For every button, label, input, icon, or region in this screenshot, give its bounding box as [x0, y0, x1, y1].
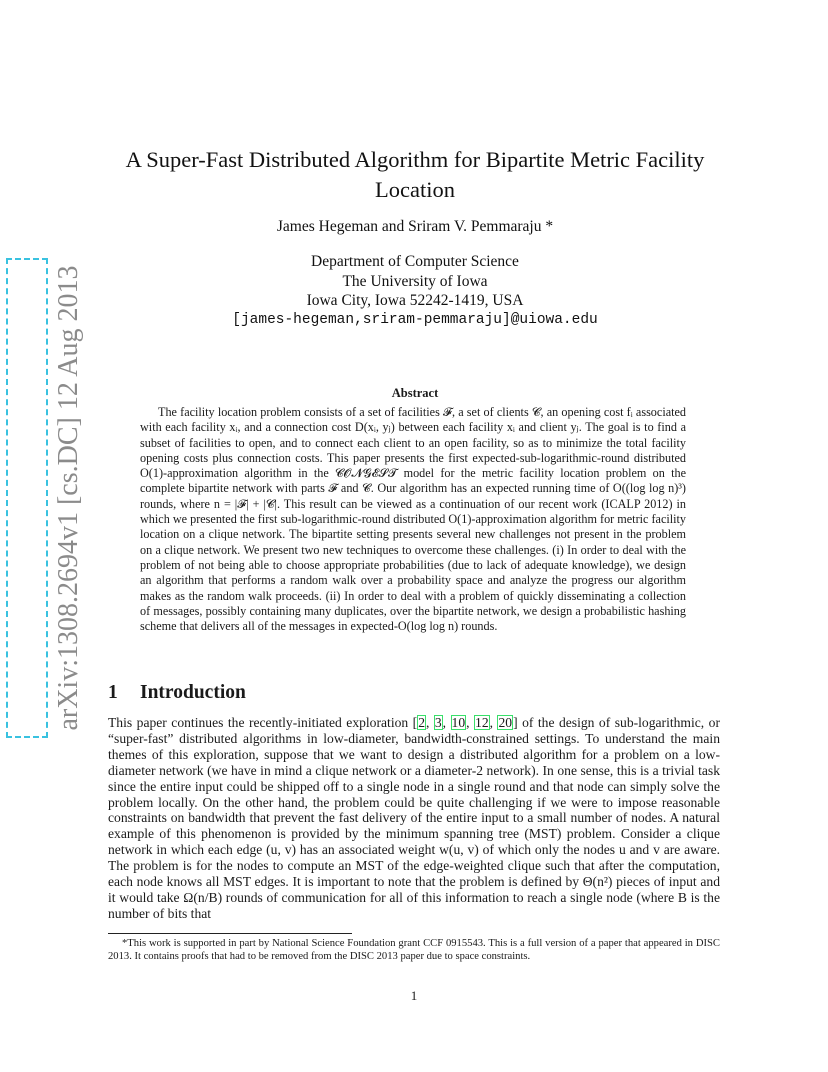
intro-text-start: This paper continues the recently-initiated exploration	[108, 715, 413, 730]
arxiv-stamp[interactable]: arXiv:1308.2694v1 [cs.DC] 12 Aug 2013	[53, 265, 84, 731]
section-title: Introduction	[140, 682, 246, 703]
paper-title: A Super-Fast Distributed Algorithm for Bipartite Metric Facility Location	[125, 147, 705, 202]
affiliation-univ: The University of Iowa	[342, 272, 488, 290]
citation-link[interactable]: 20	[498, 715, 513, 730]
abstract-heading: Abstract	[391, 386, 439, 400]
footnote-rule	[108, 933, 352, 934]
authors: James Hegeman and Sriram V. Pemmaraju *	[276, 218, 554, 235]
intro-paragraph: This paper continues the recently-initiated exploration [2, 3, 10, 12, 20] of the design of sub-logarithmic, or “super-fast” distributed algorithms in low-diameter, bandwidth-constrained settings. To understand the main themes of this exploration, suppose that we want to design a distributed algorithm for a problem on a low-diameter network (we have in mind a clique network or a diameter-2 network). In one sense, this is a trivial task since the entire input could be shipped off to a single node in a single round and that node can simply solve the problem locally. On the other hand, the problem could be quite challenging if we were to impose reasonable constraints on bandwidth that prevent the fast delivery of the entire input to a small number of nodes. A natural example of this phenomenon is provided by the minimum spanning tree (MST) problem. Consider a clique network in which each edge (u, v) has an associated weight w(u, v) of which only the nodes u and v are aware. The problem is for the nodes to compute an MST of the edge-weighted clique such that after the computation, each node knows all MST edges. It is important to note that the problem is defined by Θ(n²) pieces of input and it would take Ω(n/B) rounds of communication for all of this information to reach a single node (where B is the number of bits that	[108, 715, 721, 921]
affiliation-city: Iowa City, Iowa 52242-1419, USA	[306, 292, 524, 309]
citation-link[interactable]: 2	[418, 715, 425, 730]
intro-text-rest: of the design of sub-logarithmic, or “super-fast” distributed algorithms in low-diameter, bandwidth-constrained settings. To understand the main themes of this exploration, suppose that we want to design a distributed algorithm for a problem on a low-diameter network (we have in mind a clique network or a diameter-2 network). In one sense, this is a trivial task since the entire input could be shipped off to a single node in a single round and that node can simply solve the problem locally. On the other hand, the problem could be quite challenging if we were to impose reasonable constraints on bandwidth that prevent the fast delivery of the entire input to a small number of nodes. A natural example of this phenomenon is provided by the minimum spanning tree (MST) problem. Consider a clique network in which each edge (u, v) has an associated weight w(u, v) of which only the nodes u and v are aware. The problem is for the nodes to compute an MST of the edge-weighted clique such that after the computation, each node knows all MST edges. It is important to note that the problem is defined by Θ(n²) pieces of input and it would take Ω(n/B) rounds of communication for all of this information to reach a single node (where B is the number of bits that	[108, 715, 721, 921]
abstract	[140, 405, 686, 634]
abstract-text: The facility location problem consists of a set of facilities 𝓕, a set of clients 𝓒, an opening cost fᵢ associated with each facility xᵢ, and a connection cost D(xᵢ, yⱼ) between each facility xᵢ and client yⱼ. The goal is to find a subset of facilities to open, and to connect each client to an open facility, so as to minimize the total facility opening costs plus connection costs. This paper presents the first expected-sub-logarithmic-round distributed O(1)-approximation algorithm in the 𝓒𝓞𝓝𝓖𝓔𝓢𝓣 model for the metric facility location problem on the complete bipartite network with parts 𝓕 and 𝓒. Our algorithm has an expected running time of O((log log n)³) rounds, where n = |𝓕| + |𝓒|. This result can be viewed as a continuation of our recent work (ICALP 2012) in which we presented the first sub-logarithmic-round distributed O(1)-approximation algorithm for metric facility location on a clique network. The bipartite setting presents several new challenges not present in the problem on a clique network. We present two new techniques to overcome these challenges. (i) In order to deal with the problem of not being able to choose appropriate probabilities (due to lack of adequate knowledge), we design an algorithm that performs a random walk over a probability space and analyze the progress our algorithm makes as the random walk proceeds. (ii) In order to deal with a problem of quickly disseminating a collection of messages, possibly containing many duplicates, over the bipartite network, we design a probabilistic hashing scheme that delivers all of the messages in expected-O(log log n) rounds.	[140, 405, 686, 634]
affiliation-email[interactable]: [james-hegeman,sriram-pemmaraju]@uiowa.edu	[232, 311, 598, 328]
body-text	[108, 715, 720, 922]
footnote	[108, 937, 720, 963]
affiliation-dept: Department of Computer Science	[311, 253, 519, 270]
citation-link[interactable]: 3	[434, 715, 442, 730]
footnote-text: *This work is supported in part by National Science Foundation grant CCF 0915543. This is a full version of a paper that appeared in DISC 2013. It contains proofs that had to be removed from the DISC 2013 paper due to space constraints.	[108, 938, 720, 963]
section-heading	[108, 682, 728, 704]
arxiv-stamp-border	[6, 258, 48, 738]
page-number: 1	[410, 988, 418, 1003]
citation-link[interactable]: 10	[451, 715, 466, 730]
citation-link[interactable]: 12	[475, 715, 489, 730]
affiliation	[150, 252, 680, 330]
section-number: 1	[108, 682, 118, 703]
